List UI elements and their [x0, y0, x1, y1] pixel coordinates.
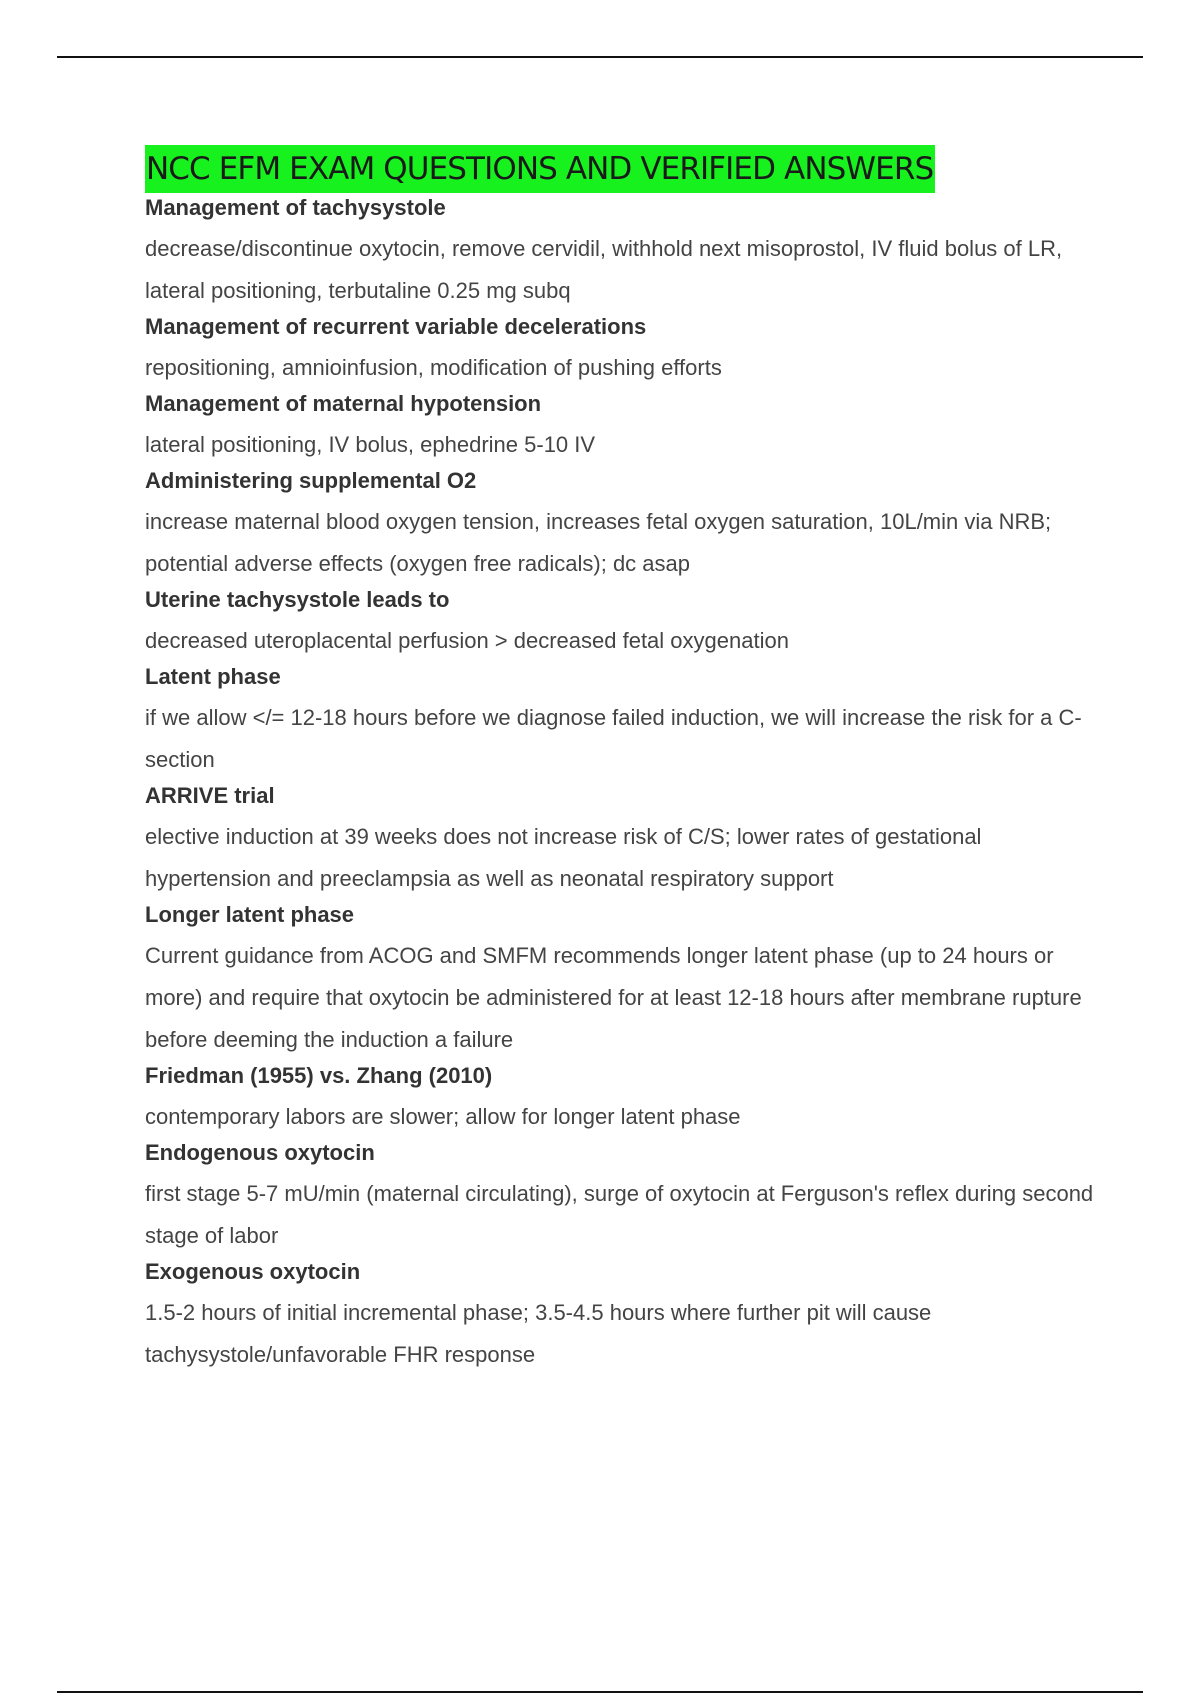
- qa-item: [145, 1132, 1095, 1257]
- qa-item: [145, 656, 1095, 781]
- qa-item: [145, 460, 1095, 585]
- question-text: Latent phase: [145, 664, 281, 689]
- answer-text: if we allow </= 12-18 hours before we diagnose failed induction, we will increase the risk for a C-section: [145, 705, 1082, 772]
- document-title: NCC EFM EXAM QUESTIONS AND VERIFIED ANSWERS: [145, 145, 935, 193]
- question-text: Endogenous oxytocin: [145, 1140, 375, 1165]
- qa-item: [145, 1055, 1095, 1138]
- answer-text: 1.5-2 hours of initial incremental phase; 3.5-4.5 hours where further pit will cause tachysystole/unfavorable FHR response: [145, 1300, 932, 1367]
- question-text: ARRIVE trial: [145, 783, 275, 808]
- question-text: Management of maternal hypotension: [145, 391, 542, 416]
- answer-text: increase maternal blood oxygen tension, increases fetal oxygen saturation, 10L/min via NRB; potential adverse effects (oxygen free radicals); dc asap: [145, 509, 1052, 576]
- answer-text: repositioning, amnioinfusion, modification of pushing efforts: [145, 355, 722, 380]
- qa-item: [145, 1251, 1095, 1376]
- question-text: Friedman (1955) vs. Zhang (2010): [145, 1063, 493, 1088]
- question-text: Management of recurrent variable decelerations: [145, 314, 647, 339]
- question-text: Longer latent phase: [145, 902, 355, 927]
- qa-item: [145, 383, 1095, 466]
- qa-item: [145, 306, 1095, 389]
- document-body: [145, 145, 1095, 1376]
- answer-text: Current guidance from ACOG and SMFM recommends longer latent phase (up to 24 hours or more) and require that oxytocin be administered for at least 12-18 hours after membrane rupture before deeming the induction a failure: [145, 943, 1082, 1052]
- qa-item: [145, 894, 1095, 1061]
- question-text: Management of tachysystole: [145, 195, 446, 220]
- answer-text: lateral positioning, IV bolus, ephedrine 5-10 IV: [145, 432, 596, 457]
- qa-item: [145, 579, 1095, 662]
- answer-text: elective induction at 39 weeks does not increase risk of C/S; lower rates of gestational hypertension and preeclampsia as well as neonatal respiratory support: [145, 824, 982, 891]
- answer-text: decreased uteroplacental perfusion > decreased fetal oxygenation: [145, 628, 789, 653]
- answer-text: contemporary labors are slower; allow for longer latent phase: [145, 1104, 741, 1129]
- qa-item: [145, 187, 1095, 312]
- qa-item: [145, 775, 1095, 900]
- footer-rule: [57, 1691, 1143, 1693]
- answer-text: decrease/discontinue oxytocin, remove cervidil, withhold next misoprostol, IV fluid bolus of LR, lateral positioning, terbutaline 0.25 mg subq: [145, 236, 1063, 303]
- answer-text: first stage 5-7 mU/min (maternal circulating), surge of oxytocin at Ferguson's reflex during second stage of labor: [145, 1181, 1094, 1248]
- question-text: Administering supplemental O2: [145, 468, 477, 493]
- question-text: Uterine tachysystole leads to: [145, 587, 450, 612]
- header-rule: [57, 56, 1143, 58]
- question-text: Exogenous oxytocin: [145, 1259, 361, 1284]
